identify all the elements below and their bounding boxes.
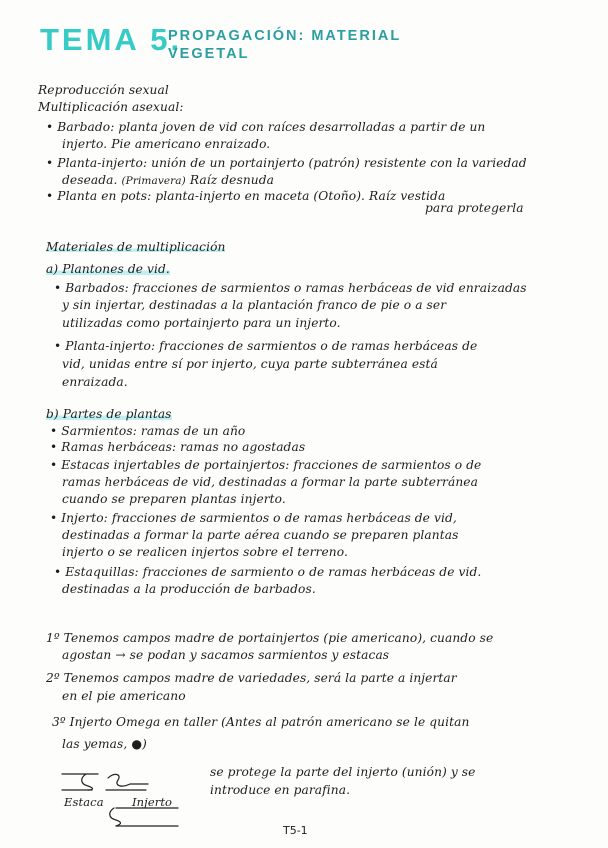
materials-a2-line-3: enraizada. bbox=[62, 375, 128, 389]
sketch-graft-top bbox=[108, 774, 148, 786]
materials-a1-line-2: y sin injertar, destinadas a la plantación franco de pie o a ser bbox=[62, 298, 447, 312]
materials-a2-line-1: • Planta-injerto: fracciones de sarmientos o de ramas herbáceas de bbox=[54, 339, 478, 353]
step-1-line-2: agostan → se podan y sacamos sarmientos y estacas bbox=[62, 648, 390, 662]
materials-b5-line-2: destinadas a la producción de barbados. bbox=[62, 582, 316, 596]
materials-a-heading bbox=[46, 263, 170, 275]
page-number: T5-1 bbox=[283, 824, 308, 837]
sketch-note-line-2: introduce en parafina. bbox=[210, 783, 351, 797]
materials-b3-line-3: cuando se preparen plantas injerto. bbox=[62, 492, 286, 506]
materials-b5-line-1: • Estaquillas: fracciones de sarmiento o de ramas herbáceas de vid. bbox=[54, 565, 482, 579]
materials-b-heading-text: b) Partes de plantas bbox=[46, 407, 172, 421]
materials-b4-line-2: destinadas a formar la parte aérea cuando se preparen plantas bbox=[62, 528, 459, 542]
intro-bullet-barbado-2: injerto. Pie americano enraizado. bbox=[62, 137, 271, 151]
materials-b3-line-2: ramas herbáceas de vid, destinadas a formar la parte subterránea bbox=[62, 475, 478, 489]
materials-b3-line-1: • Estacas injertables de portainjertos: fracciones de sarmientos o de bbox=[50, 458, 482, 472]
materials-a-heading-text: a) Plantones de vid. bbox=[46, 262, 170, 276]
title-main: TEMA 5. bbox=[40, 22, 183, 57]
intro-line-sexual: Reproducción sexual bbox=[38, 83, 169, 97]
text-raiz-desnuda: Raíz desnuda bbox=[189, 173, 275, 187]
step-3-line-1: 3º Injerto Omega en taller (Antes al patrón americano se le quitan bbox=[52, 715, 470, 729]
materials-b4-line-1: • Injerto: fracciones de sarmientos o de ramas herbáceas de vid, bbox=[50, 511, 457, 525]
materials-b4-line-3: injerto o se realicen injertos sobre el terreno. bbox=[62, 545, 348, 559]
materials-b-heading bbox=[46, 408, 172, 420]
sketch-label-estaca: Estaca bbox=[64, 795, 104, 809]
step-2-line-2: en el pie americano bbox=[62, 689, 186, 703]
text-primavera: (Primavera) bbox=[121, 175, 186, 187]
text-deseada: deseada. bbox=[62, 173, 118, 187]
intro-bullet-pots-2: para protegerla bbox=[425, 201, 524, 215]
materials-b1: • Sarmientos: ramas de un año bbox=[50, 424, 246, 438]
sketch-stake-cut bbox=[82, 774, 93, 790]
intro-bullet-planta-injerto-1: • Planta-injerto: unión de un portainjerto (patrón) resistente con la variedad bbox=[46, 156, 527, 170]
step-2-line-1: 2º Tenemos campos madre de variedades, será la parte a injertar bbox=[46, 671, 457, 685]
materials-a1-line-3: utilizadas como portainjerto para un injerto. bbox=[62, 316, 341, 330]
materials-heading: Materiales de multiplicación bbox=[46, 240, 226, 254]
intro-bullet-pots-1: • Planta en pots: planta-injerto en maceta (Otoño). Raíz vestida bbox=[46, 189, 446, 203]
step-1-line-1: 1º Tenemos campos madre de portainjertos (pie americano), cuando se bbox=[46, 631, 494, 645]
title-line-2: VEGETAL bbox=[168, 46, 250, 62]
materials-a1-line-1: • Barbados: fracciones de sarmientos o ramas herbáceas de vid enraizadas bbox=[54, 281, 527, 295]
title-line-1: PROPAGACIÓN: MATERIAL bbox=[168, 28, 402, 44]
materials-b2: • Ramas herbáceas: ramas no agostadas bbox=[50, 440, 306, 454]
sketch-note-line-1: se protege la parte del injerto (unión) y se bbox=[210, 765, 476, 779]
intro-line-asexual: Multiplicación asexual: bbox=[38, 100, 184, 114]
sketch-omega-cut bbox=[110, 808, 121, 826]
step-3-line-2: las yemas, ●) bbox=[62, 737, 147, 751]
sketch-label-injerto: Injerto bbox=[132, 795, 173, 809]
intro-bullet-barbado-1: • Barbado: planta joven de vid con raíces desarrolladas a partir de un bbox=[46, 120, 486, 134]
intro-bullet-planta-injerto-2 bbox=[62, 174, 274, 187]
materials-a2-line-2: vid, unidas entre sí por injerto, cuya parte subterránea está bbox=[62, 357, 438, 371]
